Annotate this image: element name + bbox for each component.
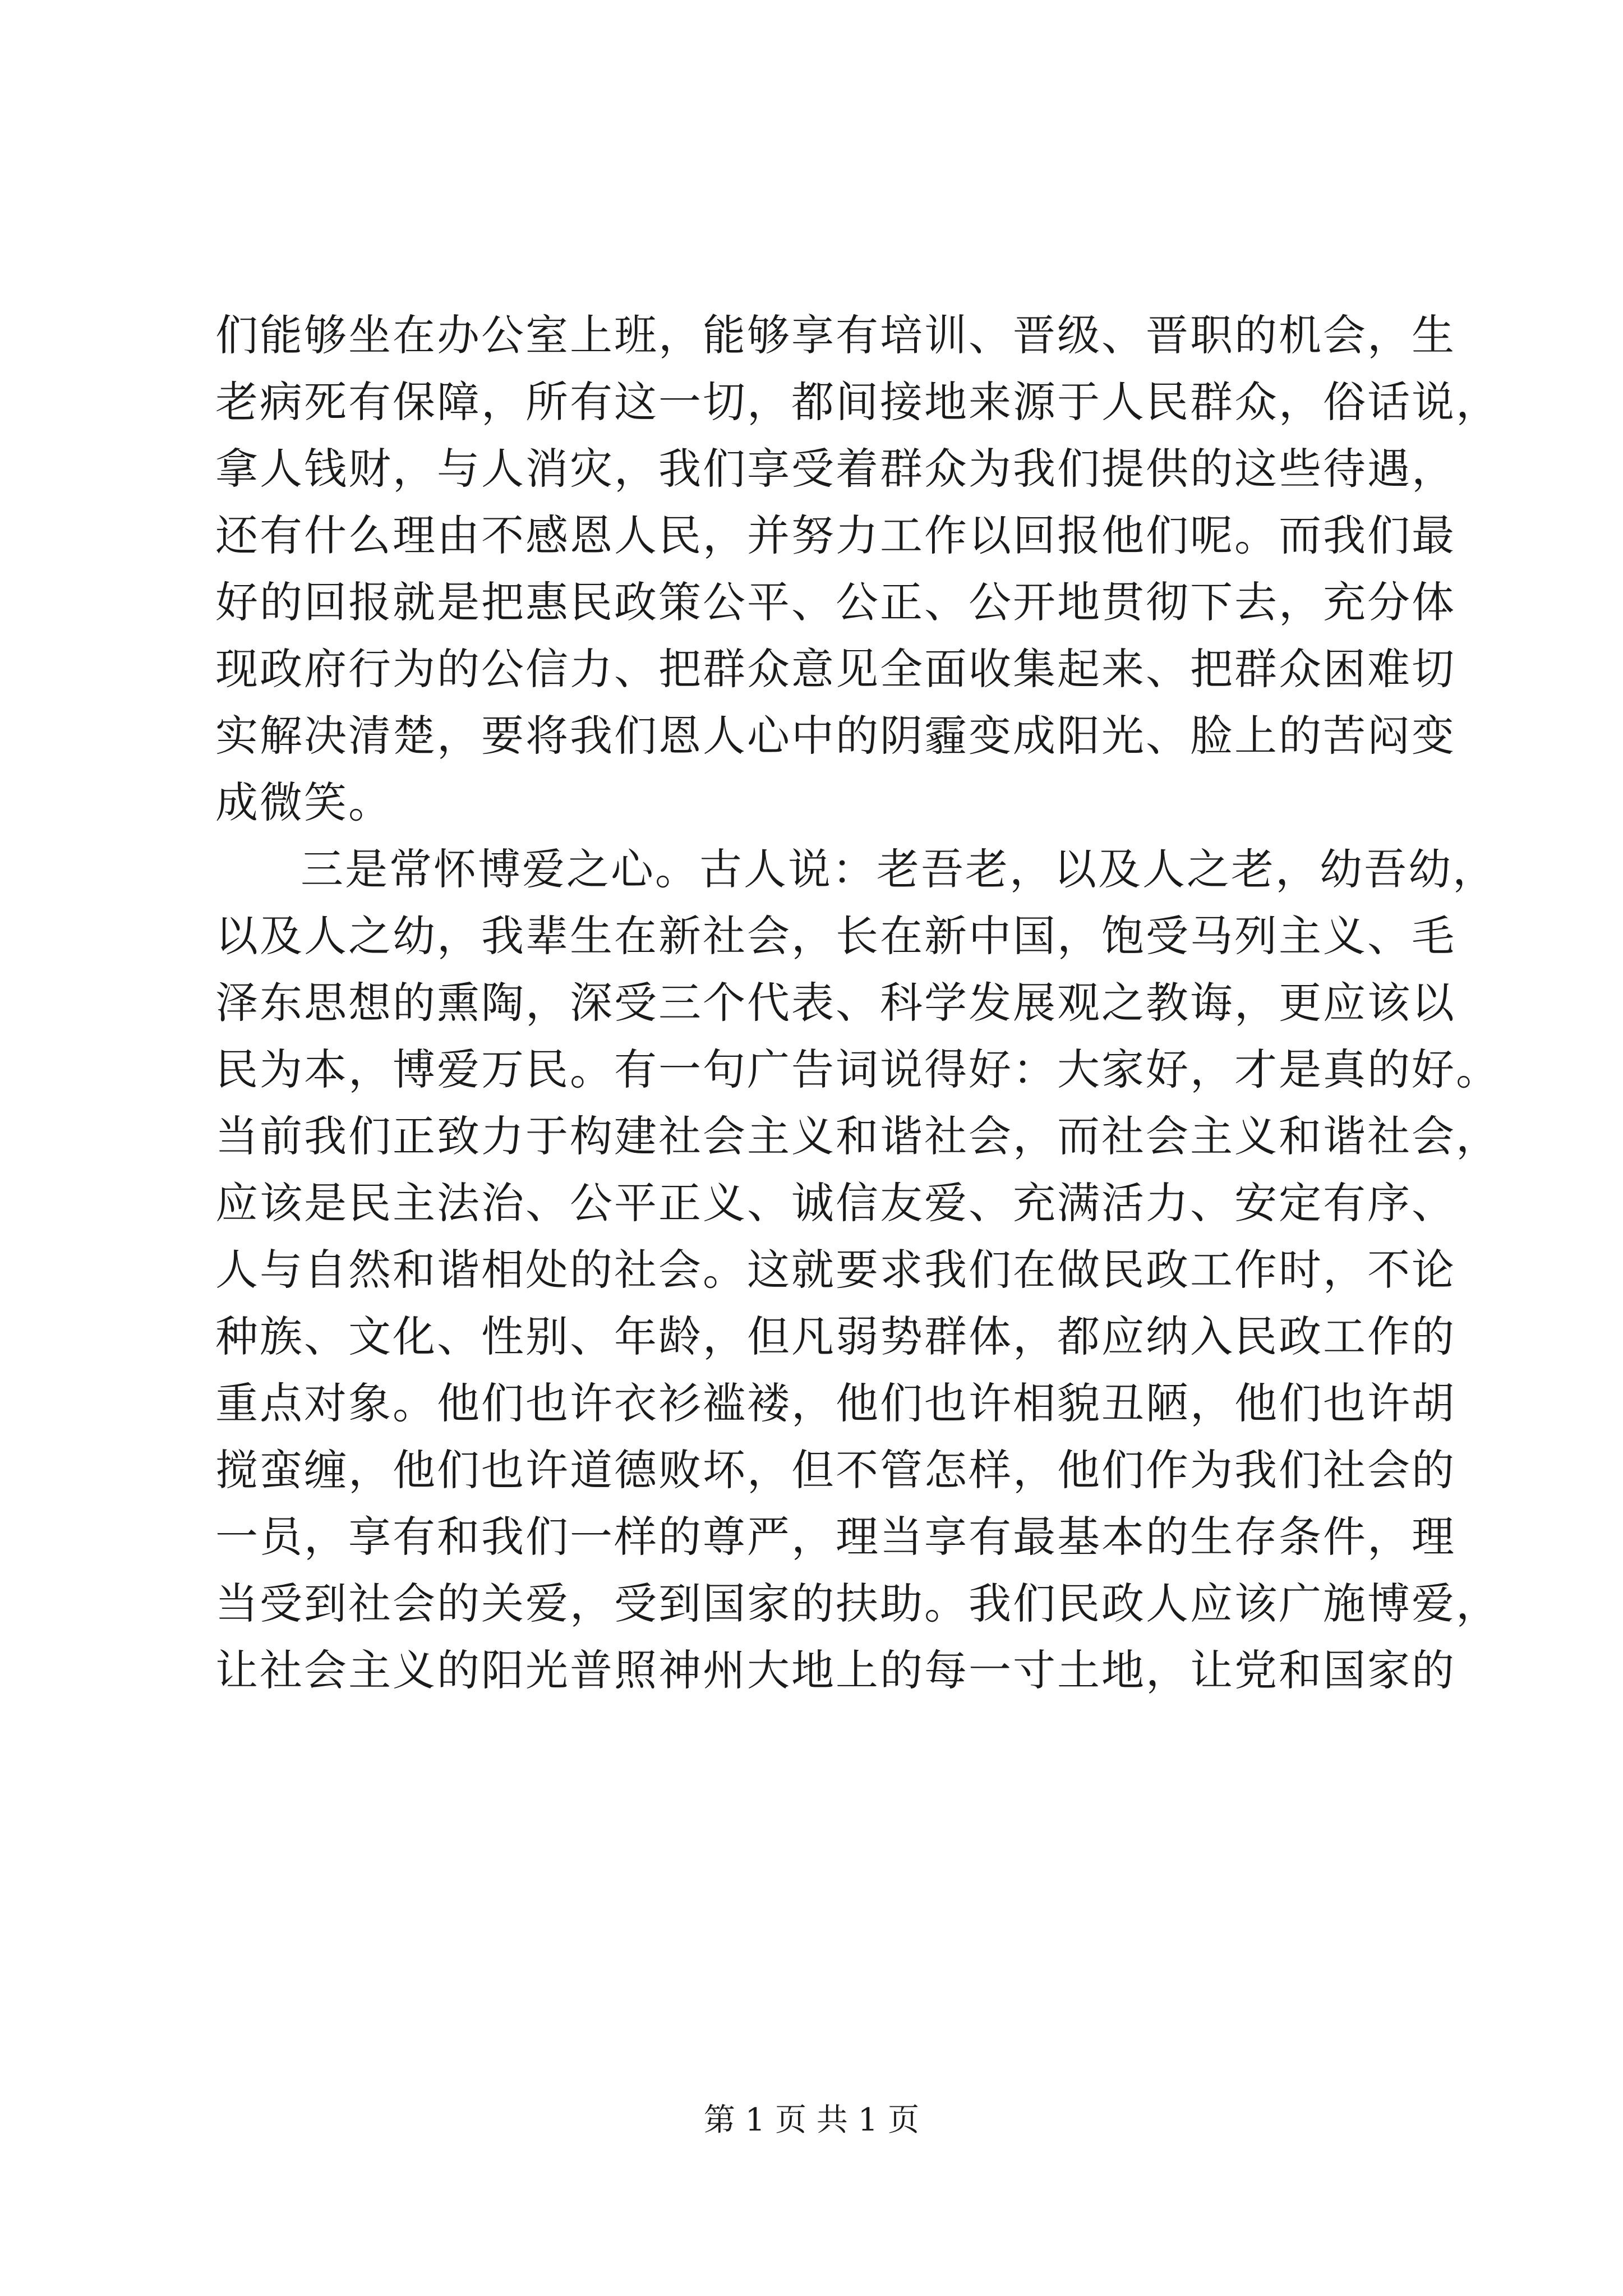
text-line: 当前我们正致力于构建社会主义和谐社会，而社会主义和谐社会， bbox=[215, 1111, 1500, 1161]
text-line: 好的回报就是把惠民政策公平、公正、公开地贯彻下去，充分体 bbox=[215, 577, 1456, 627]
text-line: 现政府行为的公信力、把群众意见全面收集起来、把群众困难切 bbox=[215, 644, 1456, 694]
text-line: 老病死有保障，所有这一切，都间接地来源于人民群众，俗话说， bbox=[215, 377, 1500, 427]
text-line: 人与自然和谐相处的社会。这就要求我们在做民政工作时，不论 bbox=[215, 1245, 1456, 1295]
text-line: 搅蛮缠，他们也许道德败坏，但不管怎样，他们作为我们社会的 bbox=[215, 1445, 1456, 1495]
text-line: 重点对象。他们也许衣衫褴褛，他们也许相貌丑陋，他们也许胡 bbox=[215, 1378, 1456, 1428]
text-line: 应该是民主法治、公平正义、诚信友爱、充满活力、安定有序、 bbox=[215, 1178, 1456, 1228]
text-line: 们能够坐在办公室上班，能够享有培训、晋级、晋职的机会，生 bbox=[215, 310, 1456, 360]
text-line: 拿人钱财，与人消灾，我们享受着群众为我们提供的这些待遇， bbox=[215, 444, 1456, 494]
text-line: 实解决清楚，要将我们恩人心中的阴霾变成阳光、脸上的苦闷变 bbox=[215, 711, 1456, 761]
text-line: 泽东思想的熏陶，深受三个代表、科学发展观之教诲，更应该以 bbox=[215, 978, 1456, 1028]
text-line: 一员，享有和我们一样的尊严，理当享有最基本的生存条件，理 bbox=[215, 1512, 1456, 1562]
text-line: 以及人之幼，我辈生在新社会，长在新中国，饱受马列主义、毛 bbox=[215, 911, 1456, 961]
text-line: 还有什么理由不感恩人民，并努力工作以回报他们呢。而我们最 bbox=[215, 510, 1456, 560]
body-text bbox=[215, 309, 1500, 1710]
text-line: 种族、文化、性别、年龄，但凡弱势群体，都应纳入民政工作的 bbox=[215, 1312, 1456, 1361]
text-line: 当受到社会的关爱，受到国家的扶助。我们民政人应该广施博爱， bbox=[215, 1579, 1500, 1628]
paragraph-start-line: 三是常怀博爱之心。古人说：老吾老，以及人之老，幼吾幼， bbox=[301, 844, 1497, 894]
text-line: 民为本，博爱万民。有一句广告词说得好：大家好，才是真的好。 bbox=[215, 1045, 1500, 1094]
text-line: 让社会主义的阳光普照神州大地上的每一寸土地，让党和国家的 bbox=[215, 1645, 1456, 1695]
page-footer: 第 1 页 共 1 页 bbox=[703, 2102, 920, 2138]
text-line: 成微笑。 bbox=[215, 777, 393, 827]
